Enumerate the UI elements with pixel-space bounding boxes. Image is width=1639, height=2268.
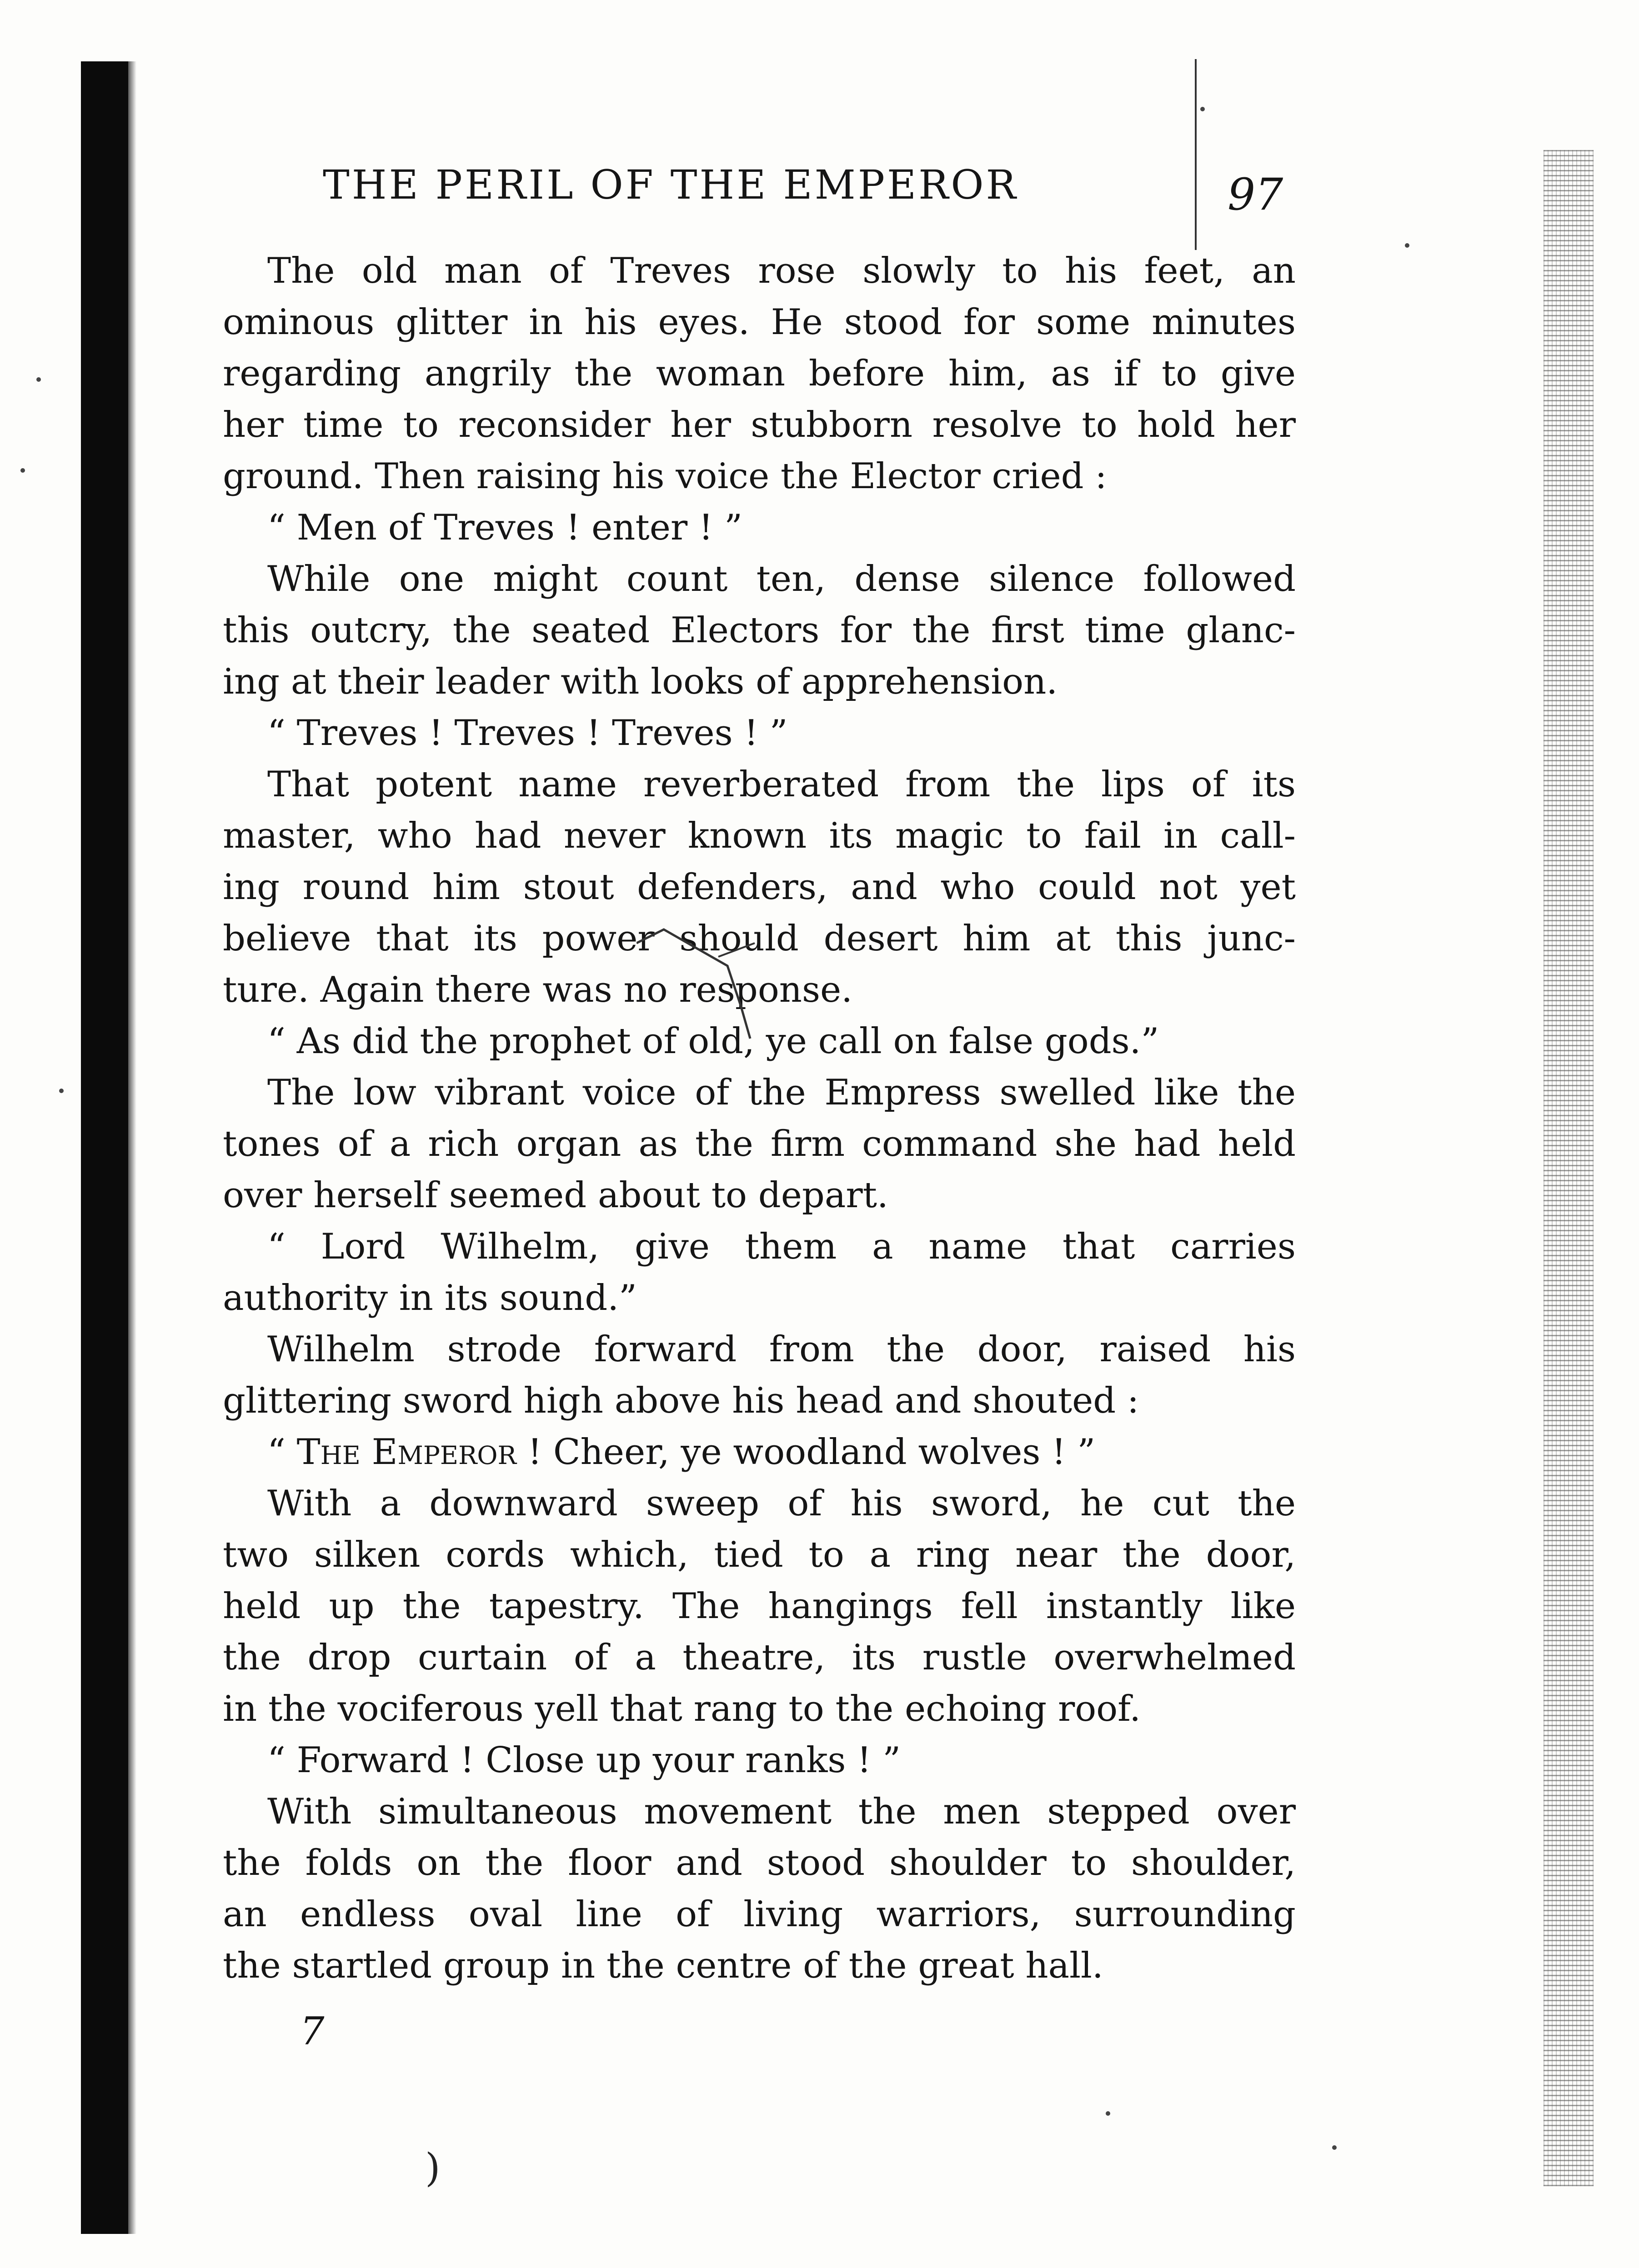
text-line: The old man of Treves rose slowly to his feet, an <box>267 250 1296 291</box>
text-line: tones of a rich organ as the firm command she had held <box>223 1124 1296 1164</box>
paper-crease <box>637 925 800 1043</box>
speck <box>20 468 25 473</box>
text-line: “ As did the prophet of old, ye call on false gods.” <box>267 1021 1159 1062</box>
binding-shadow <box>128 61 136 2234</box>
scanned-page-edge <box>1544 150 1594 2186</box>
text-line: ture. Again there was no response. <box>223 969 852 1010</box>
text-line: While one might count ten, dense silence followed <box>267 559 1296 599</box>
text-line <box>223 1427 1296 1478</box>
speck <box>1405 243 1409 248</box>
text-line: regarding angrily the woman before him, as if to give <box>223 353 1296 394</box>
quote-open: “ <box>267 1432 297 1473</box>
text-line: two silken cords which, tied to a ring near the door, <box>223 1534 1296 1575</box>
text-line: master, who had never known its magic to fail in call- <box>223 815 1296 856</box>
text-line: With simultaneous movement the men stepped over <box>267 1791 1296 1832</box>
stray-mark: ) <box>425 2145 441 2191</box>
text-line: in the vociferous yell that rang to the echoing roof. <box>223 1689 1141 1729</box>
text-line: “ Treves ! Treves ! Treves ! ” <box>267 713 788 754</box>
text-line: her time to reconsider her stubborn resolve to hold her <box>223 405 1296 445</box>
text-line: ominous glitter in his eyes. He stood for some minutes <box>223 302 1296 343</box>
binding-edge <box>81 61 128 2234</box>
text-line: over herself seemed about to depart. <box>223 1175 888 1216</box>
text-line: the folds on the floor and stood shoulder to shoulder, <box>223 1843 1296 1883</box>
text-line: “ Forward ! Close up your ranks ! ” <box>267 1740 901 1781</box>
speck <box>59 1089 64 1093</box>
body-text <box>223 245 1296 1992</box>
text-line: ground. Then raising his voice the Elector cried : <box>223 456 1107 497</box>
text-line: That potent name reverberated from the lips of its <box>267 764 1296 805</box>
speck <box>1200 107 1205 111</box>
page-number: 97 <box>1228 169 1283 220</box>
text-line: held up the tapestry. The hangings fell instantly like <box>223 1586 1296 1627</box>
text-line: “ Men of Treves ! enter ! ” <box>267 507 743 548</box>
quote-rest: ! Cheer, ye woodland wolves ! ” <box>516 1432 1096 1473</box>
text-line: the startled group in the centre of the great hall. <box>223 1945 1103 1986</box>
text-line: glittering sword high above his head and shouted : <box>223 1380 1139 1421</box>
text-line: With a downward sweep of his sword, he cut the <box>267 1483 1296 1524</box>
text-line: the drop curtain of a theatre, its rustle overwhelmed <box>223 1637 1296 1678</box>
text-line: Wilhelm strode forward from the door, raised his <box>267 1329 1296 1370</box>
speck <box>36 377 41 382</box>
text-line: ing round him stout defenders, and who could not yet <box>223 867 1296 908</box>
text-line: “ Lord Wilhelm, give them a name that carries <box>267 1226 1296 1267</box>
text-line: authority in its sound.” <box>223 1278 637 1319</box>
text-line: ing at their leader with looks of apprehension. <box>223 661 1058 702</box>
text-line: this outcry, the seated Electors for the first time glanc- <box>223 610 1296 651</box>
small-caps-emperor: The Emperor <box>296 1432 516 1473</box>
text-line: an endless oval line of living warriors, surrounding <box>223 1894 1296 1935</box>
signature-mark: 7 <box>300 2009 325 2053</box>
running-head: THE PERIL OF THE EMPEROR <box>323 161 1018 208</box>
speck <box>1106 2111 1110 2116</box>
speck <box>1332 2145 1337 2150</box>
text-line: believe that its power should desert him at this junc- <box>223 918 1296 959</box>
pencil-line <box>1195 59 1197 250</box>
text-line: The low vibrant voice of the Empress swelled like the <box>267 1072 1296 1113</box>
